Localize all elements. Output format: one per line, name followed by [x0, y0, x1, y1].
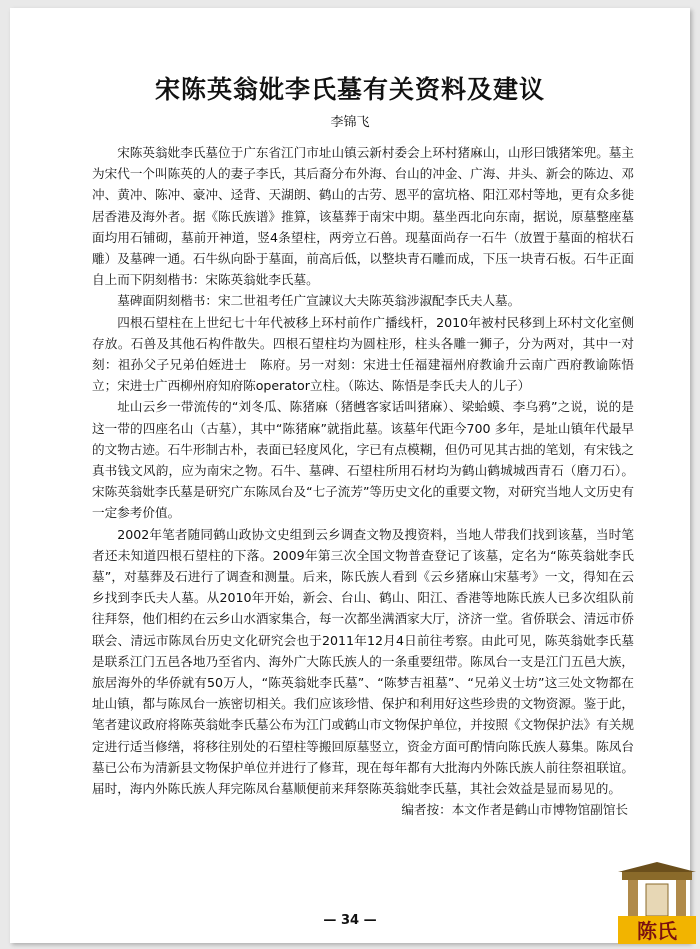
clan-logo — [618, 862, 696, 944]
paragraph: 墓碑面阴刻楷书：宋二世祖考任广宣諌议大夫陈英翁涉淑配李氏夫人墓。 — [117, 293, 521, 309]
article-body — [92, 142, 634, 821]
paragraph: 址山云乡一带流传的“刘冬瓜、陈猪麻（猪乸客家话叫猪麻）、梁蛤蟆、李乌鸦”之说，说的是这一带的四座名山（古墓），其中“陈猪麻”就指此墓。该墓年代距今700 多年，是址山镇年代最早的文物古迹。石牛形制古朴，表面已轻度风化，字已有点模糊，但仍可见其古拙的笔划，有宋钱之真书钱文风韵，应为南宋之物。石牛、墓碑、石望柱所用石材均为鹤山鹤城城西青石（磨刀石）。宋陈英翁妣李氏墓是研究广东陈凤台及“七子流芳”等历史文化的重要文物，对研究当地人文历史有一定参考价值。 — [92, 399, 634, 521]
paragraph: 四根石望柱在上世纪七十年代被移上环村前作广播线杆，2010年被村民移到上环村文化室侧存放。石兽及其他石构件散失。四根石望柱均为圆柱形，柱头各雕一狮子，分为两对，其中一对刻：祖孙父子兄弟伯姪进士 陈府。另一对刻：宋进士任福建福州府教谕升云南广西府教谕陈悟立；宋进士广西柳州府知府陈operator立柱。（陈达、陈悟是李氏夫人的儿子） — [92, 314, 634, 394]
paragraph: 2002年笔者随同鹤山政协文史组到云乡调查文物及搜资料，当地人带我们找到该墓，当时笔者还未知道四根石望柱的下落。2009年第三次全国文物普查登记了该墓，定名为“陈英翁妣李氏墓”，对墓葬及石进行了调查和测量。后来，陈氏族人看到《云乡猪麻山宋墓考》一文，得知在云乡找到李氏夫人墓。从2010年开始，新会、台山、鹤山、阳江、香港等地陈氏族人已多次组队前往拜祭，他们相约在云乡山水酒家集合，每一次都坐满酒家大厅，济济一堂。省侨联会、清远市侨联会、清远市陈凤台历史文化研究会也于2011年12月4日前往考察。由此可见，陈英翁妣李氏墓是联系江门五邑各地乃至省内、海外广大陈氏族人的一条重要纽带。陈凤台一支是江门五邑大族，旅居海外的华侨就有50万人，“陈英翁妣李氏墓”、“陈梦吉祖墓”、“兄弟义士坊”这三处文物都在址山镇，都与陈凤台一族密切相关。我们应该珍惜、保护和利用好这些珍贵的文物资源。鉴于此，笔者建议政府将陈英翁妣李氏墓公布为江门或鹤山市文物保护单位，并按照《文物保护法》有关规定进行适当修缮，将移往别处的石望柱等搬回原墓竖立，资金方面可酌情向陈氏族人募集。陈凤台墓已公布为清新县文物保护单位并进行了修茸，现在每年都有大批海内外陈氏族人前往祭祖联谊。届时，海内外陈氏族人拜完陈凤台墓顺便前来拜祭陈英翁妣李氏墓，其社会效益是显而易见的。 — [92, 526, 634, 797]
article-title: 宋陈英翁妣李氏墓有关资料及建议 — [154, 75, 545, 104]
article-author: 李锦飞 — [330, 115, 370, 130]
editor-note: 编者按：本文作者是鹤山市博物馆副馆长 — [401, 802, 628, 818]
page-number: — 34 — — [323, 913, 377, 928]
paragraph: 宋陈英翁妣李氏墓位于广东省江门市址山镇云新村委会上环村猪麻山，山形曰饿猪笨兜。墓主为宋代一个叫陈英的人的妻子李氏，其后裔分布外海、台山的冲金、广海、井头、新会的陈边、邓冲、黄冲、陈冲、豪冲、迳背、天湖朗、鹤山的古劳、恩平的富坑格、阳江邓村等地，更有众多徙居香港及海外者。据《陈氏族谱》推算，该墓葬于南宋中期。墓坐西北向东南，据说，原墓整座墓面均用石铺砌，墓前开神道，竖4条望柱，两旁立石兽。现墓面尚存一石牛（放置于墓面的棺状石雕）及墓碑一通。石牛纵向卧于墓面，前高后低，以整块青石雕而成，下压一块青石板。石牛正面自上而下阴刻楷书：宋陈英翁妣李氏墓。 — [92, 145, 634, 288]
document-page — [10, 8, 690, 943]
gate-logo-icon — [618, 862, 696, 944]
logo-text: 陈氏 — [637, 919, 677, 943]
